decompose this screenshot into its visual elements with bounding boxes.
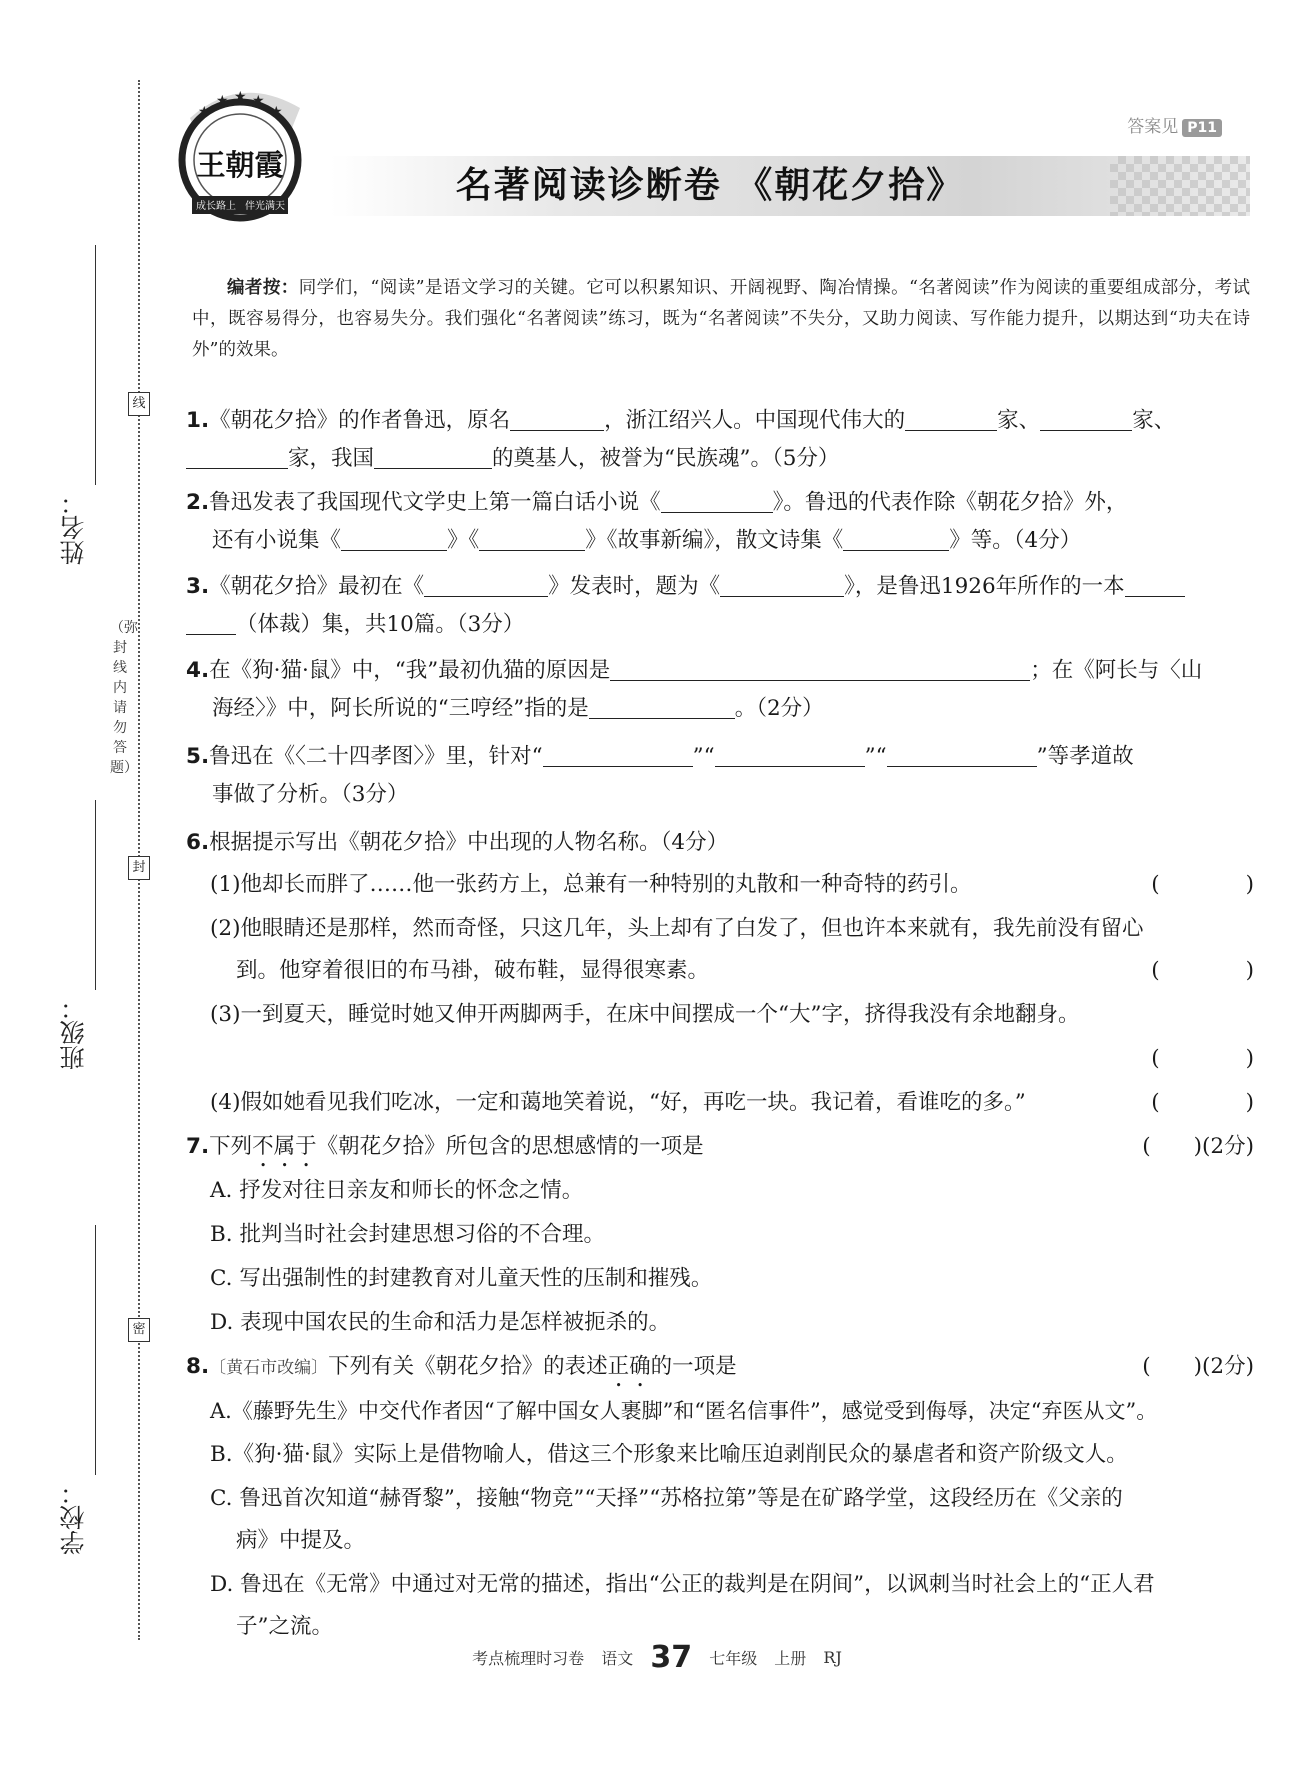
svg-text:★: ★ [270, 104, 283, 120]
q8-option-d-cont: 子”之流。 [236, 1614, 333, 1639]
binding-mark-secret: 密 [128, 1318, 150, 1342]
answer-reference: 答案见 P11 [1127, 112, 1222, 137]
answer-paren[interactable]: ( ) [1151, 958, 1254, 983]
q7-option-d: D. 表现中国农民的生命和活力是怎样被扼杀的。 [210, 1310, 671, 1335]
question-2: 2.鲁迅发表了我国现代文学史上第一篇白话小说《 》。鲁迅的代表作除《朝花夕拾》外， 还有小说集《 》《 》《故事新编》，散文诗集《 》等。（4分） [186, 484, 1252, 560]
footer-grade: 七年级 [709, 1649, 758, 1668]
answer-blank[interactable] [905, 404, 997, 431]
question-8: 8.〔黄石市改编〕下列有关《朝花夕拾》的表述正确的一项是 [186, 1354, 737, 1379]
answer-blank[interactable] [543, 740, 693, 767]
svg-text:★: ★ [252, 93, 265, 109]
answer-blank[interactable] [589, 692, 735, 719]
q6-item-3: (3)一到夏天，睡觉时她又伸开两脚两手，在床中间摆成一个“大”字，挤得我没有余地翻身。 [210, 1002, 1080, 1027]
svg-text:★: ★ [198, 104, 211, 120]
question-5: 5.鲁迅在《〈二十四孝图〉》里，针对“ ”“ ”“ ”等孝道故 事做了分析。（3分） [186, 738, 1252, 814]
footer-volume: 上册 [774, 1649, 807, 1668]
svg-text:★: ★ [234, 89, 247, 105]
answer-blank[interactable] [1125, 570, 1185, 597]
name-label: 姓名： [59, 490, 88, 565]
binding-mark-line: 线 [128, 392, 150, 416]
answer-paren[interactable]: ( ) [1151, 872, 1254, 897]
answer-blank[interactable] [479, 524, 585, 551]
q6-item-4: (4)假如她看见我们吃冰，一定和蔼地笑着说，“好，再吃一块。我记着，看谁吃的多。” [210, 1090, 1026, 1115]
answer-paren[interactable]: ( ) [1151, 1046, 1254, 1071]
answer-blank[interactable] [720, 570, 844, 597]
answer-blank[interactable] [610, 654, 1030, 681]
editor-note [192, 273, 1250, 366]
page-title: 名著阅读诊断卷 《朝花夕拾》 [455, 165, 965, 206]
question-7: 7.下列不属于《朝花夕拾》所包含的思想感情的一项是 [186, 1134, 704, 1159]
answer-blank[interactable] [186, 442, 288, 469]
q6-item-1: (1)他却长而胖了……他一张药方上，总兼有一种特别的丸散和一种奇特的药引。 [210, 872, 972, 897]
publisher-logo [170, 78, 314, 228]
svg-text:伴光满天: 伴光满天 [245, 201, 285, 212]
answer-blank[interactable] [715, 740, 865, 767]
q8-option-b: B.《狗·猫·鼠》实际上是借物喻人，借这三个形象来比喻压迫剥削民众的暴虐者和资产阶级文人。 [210, 1442, 1128, 1467]
answer-blank[interactable] [374, 442, 492, 469]
q7-option-b: B. 批判当时社会封建思想习俗的不合理。 [210, 1222, 605, 1247]
emphasized-text: 不属于 [252, 1134, 317, 1159]
page-footer [0, 1640, 1314, 1680]
emphasized-text: 正确 [607, 1354, 651, 1379]
footer-subject: 语文 [601, 1649, 634, 1668]
q8-option-c-cont: 病》中提及。 [236, 1528, 366, 1553]
q7-option-a: A. 抒发对往日亲友和师长的怀念之情。 [210, 1178, 584, 1203]
question-1: 1.《朝花夕拾》的作者鲁迅，原名 ，浙江绍兴人。中国现代伟大的 家、 家、 家，我国 的奠基人，被誉为“民族魂”。（5分） [186, 402, 1252, 478]
answer-paren[interactable]: ( ) [1151, 1090, 1254, 1115]
q6-item-2a: (2)他眼睛还是那样，然而奇怪，只这几年，头上却有了白发了，但也许本来就有，我先前没有留心 [210, 916, 1144, 941]
question-6: 6.根据提示写出《朝花夕拾》中出现的人物名称。（4分） [186, 830, 729, 855]
q6-item-2b: 到。他穿着很旧的布马褂，破布鞋，显得很寒素。 [236, 958, 710, 983]
answer-blank[interactable] [661, 486, 773, 513]
answer-blank[interactable] [186, 608, 236, 635]
q8-option-c: C. 鲁迅首次知道“赫胥黎”，接触“物竞”“天择”“苏格拉第”等是在矿路学堂，这段经历在《父亲的 [210, 1486, 1123, 1511]
answer-paren[interactable]: ( )(2分) [1142, 1134, 1254, 1159]
school-label: 学校： [59, 1480, 88, 1555]
answer-blank[interactable] [424, 570, 548, 597]
class-line [95, 800, 96, 990]
school-line [95, 1225, 96, 1475]
q7-option-c: C. 写出强制性的封建教育对儿童天性的压制和摧残。 [210, 1266, 713, 1291]
answer-page-badge: P11 [1182, 119, 1222, 137]
answer-blank[interactable] [341, 524, 447, 551]
answer-blank[interactable] [843, 524, 949, 551]
answer-blank[interactable] [887, 740, 1037, 767]
editor-note-text: 同学们，“阅读”是语文学习的关键。它可以积累知识、开阔视野、陶冶情操。“名著阅读”作为阅读的重要组成部分，考试中，既容易得分，也容易失分。我们强化“名著阅读”练习，既为“名著阅读”不失分，又助力阅读、写作能力提升，以期达到“功夫在诗外”的效果。 [192, 278, 1251, 360]
editor-note-label: 编者按： [227, 278, 299, 298]
page-number: 37 [650, 1640, 693, 1675]
svg-text:★: ★ [216, 93, 229, 109]
binding-note: （弥封线内请勿答题） [110, 620, 138, 776]
q8-option-a: A.《藤野先生》中交代作者因“了解中国女人裹脚”和“匿名信事件”，感觉受到侮辱，决定“弃医从文”。 [210, 1399, 1158, 1423]
class-label: 班级： [59, 995, 88, 1070]
question-source: 〔黄石市改编〕 [209, 1358, 329, 1378]
name-line [95, 245, 96, 485]
question-4: 4.在《狗·猫·鼠》中，“我”最初仇猫的原因是 ；在《阿长与〈山 海经〉》中，阿长所说的“三哼经”指的是 。（2分） [186, 652, 1252, 728]
answer-blank[interactable] [510, 404, 604, 431]
svg-text:成长路上: 成长路上 [196, 201, 236, 212]
footer-series: 考点梳理时习卷 [472, 1649, 585, 1668]
binding-mark-seal: 封 [128, 856, 150, 880]
logo-text: 王朝霞 [196, 148, 284, 182]
answer-blank[interactable] [1040, 404, 1132, 431]
checker-pattern [1110, 156, 1250, 216]
q8-option-d: D. 鲁迅在《无常》中通过对无常的描述，指出“公正的裁判是在阴间”，以讽刺当时社会上的“正人君 [210, 1572, 1155, 1597]
answer-paren[interactable]: ( )(2分) [1142, 1354, 1254, 1379]
question-3: 3.《朝花夕拾》最初在《 》发表时，题为《 》，是鲁迅1926年所作的一本 （体裁）集，共10篇。（3分） [186, 568, 1252, 644]
footer-edition: RJ [823, 1648, 842, 1667]
